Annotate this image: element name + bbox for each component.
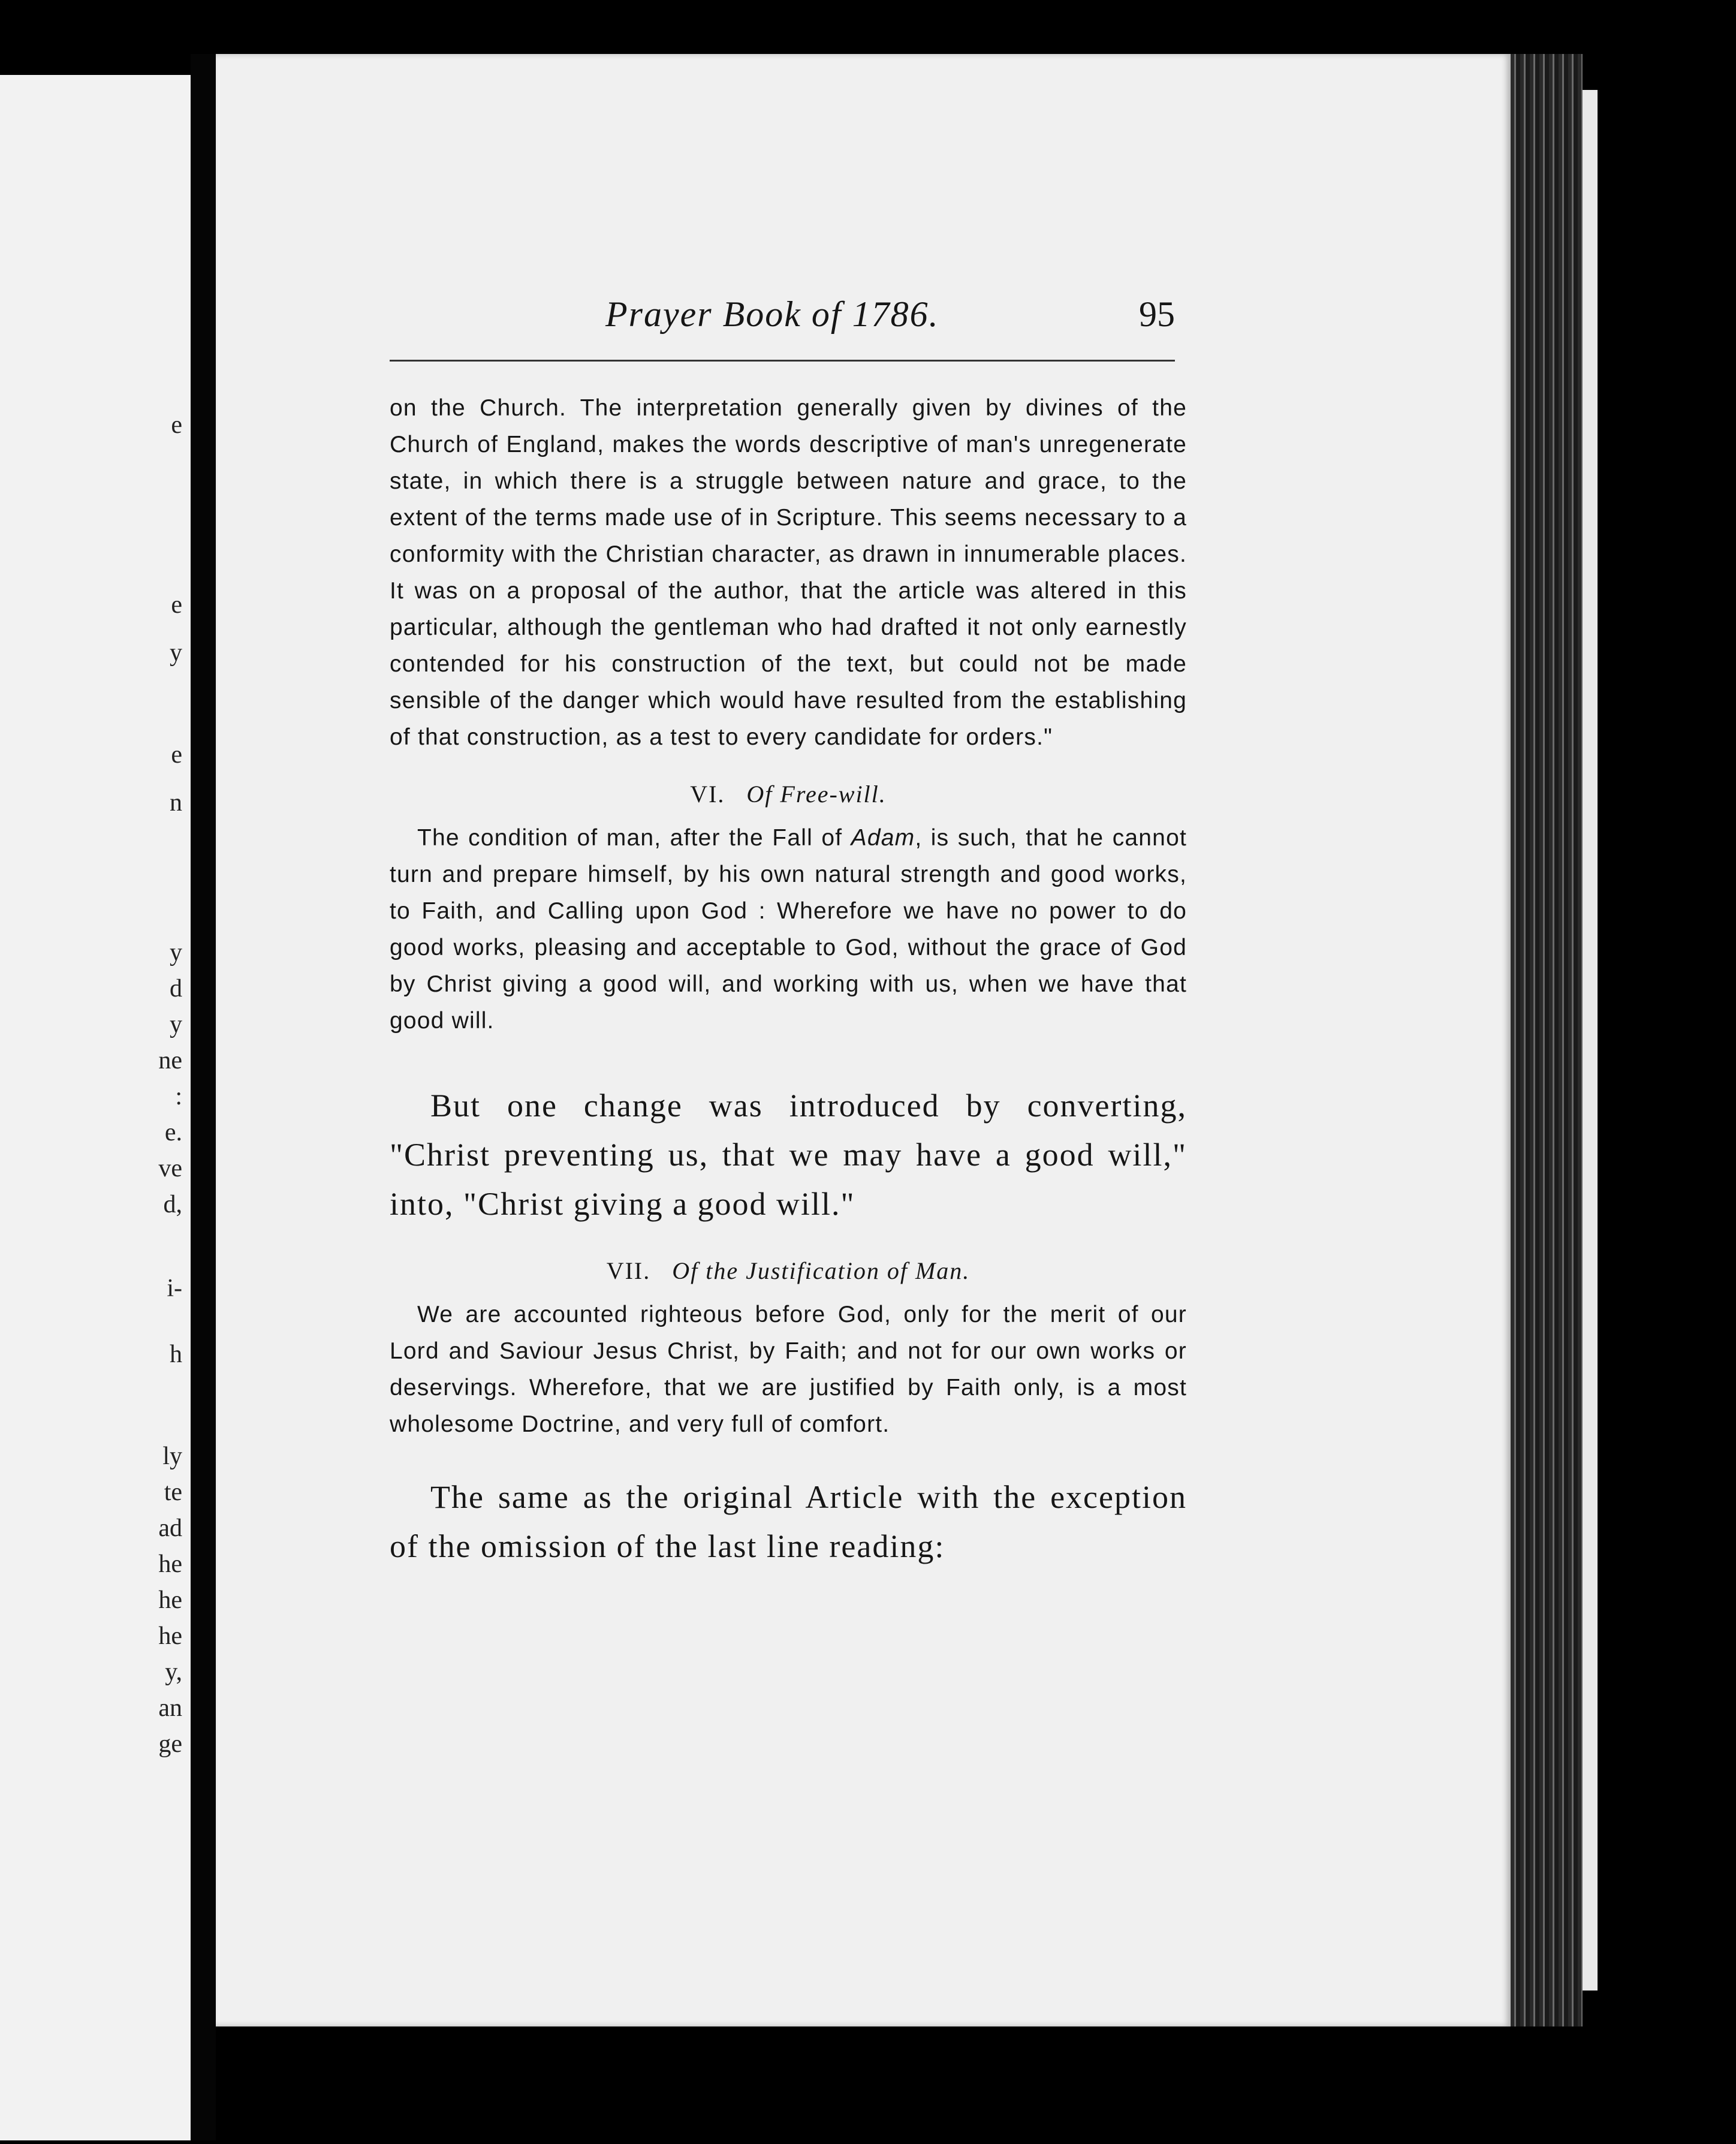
left-page-fragment: ve — [158, 1155, 182, 1182]
quote-continuation: on the Church. The interpretation generally given by divines of the Church of England, makes the words descriptive of man's unregenerate state, in which there is a struggle between nature and grace, to the extent of the terms made use of in Scripture. This seems necessary to a conformity with the Christian character, as drawn in innumerable places. It was on a proposal of the author, that the article was altered in this particular, although the gentleman who had drafted it not only earnestly contended for his construction of the text, but could not be made sensible of the danger which would have resulted from the establishing of that construction, as a test to every candidate for orders." — [390, 395, 1187, 750]
left-page-fragment: he — [158, 1550, 182, 1578]
article-vi-title: Of Free-will. — [746, 781, 887, 808]
book-gutter — [191, 54, 216, 2140]
article-vi-text-after: , is such, that he cannot turn and prepare himself, by his own natural strength and good works, to Faith, and Calling upon God : Wherefore we have no power to do good works, pleasing and acceptable to God, without the grace of God by Christ giving a good will, and working with us, when we have that good will. — [390, 825, 1187, 1034]
left-page-fragment: an — [158, 1694, 182, 1722]
left-page-fragment: ne — [158, 1047, 182, 1074]
left-page-fragment: e — [171, 741, 182, 769]
left-page-fragment: he — [158, 1586, 182, 1614]
article-vii-heading — [390, 1252, 1187, 1289]
facing-page-left — [0, 75, 193, 2140]
left-page-fragment: he — [158, 1622, 182, 1650]
left-page-fragment: h — [170, 1341, 182, 1368]
left-page-fragment: y — [170, 1011, 182, 1038]
article-vi-text-before: The condition of man, after the Fall of — [417, 825, 851, 851]
running-title: Prayer Book of 1786. — [605, 294, 939, 334]
page-content — [390, 294, 1187, 1571]
article-vi-commentary: But one change was introduced by converting, "Christ preventing us, that we may have a good will," into, "Christ giving a good will." — [390, 1088, 1187, 1222]
left-page-fragment: e — [171, 411, 182, 439]
left-page-fragment: e — [171, 591, 182, 619]
article-vi-text — [390, 820, 1187, 1039]
article-vii-text: We are accounted righteous before God, only for the merit of our Lord and Saviour Jesus Christ, by Faith; and not for our own works or deservings. Wherefore, that we are justified by Faith only, is a most wholesome Doctrine, and very full of comfort. — [390, 1302, 1187, 1437]
article-vii-commentary-block — [390, 1473, 1187, 1571]
left-page-fragment: : — [175, 1083, 182, 1110]
page-number: 95 — [1139, 294, 1175, 334]
article-vi-number: VI. — [690, 781, 725, 808]
left-page-fragment: y — [170, 939, 182, 966]
page-edges — [1511, 54, 1583, 2026]
running-header — [390, 294, 1187, 354]
left-page-fragment: d — [170, 975, 182, 1002]
left-page-fragment: e. — [164, 1119, 182, 1146]
article-vii-commentary: The same as the original Article with the exception of the omission of the last line reading: — [390, 1479, 1187, 1564]
left-page-fragment: y, — [165, 1658, 182, 1686]
page-edge-strip — [1583, 90, 1598, 1991]
body-text — [390, 390, 1187, 1039]
left-page-fragment: y — [170, 639, 182, 667]
article-vii-block — [390, 1252, 1187, 1443]
left-page-fragment: ad — [158, 1514, 182, 1542]
book-page — [216, 54, 1511, 2026]
article-vii-number: VII. — [606, 1257, 651, 1284]
article-vii-title: Of the Justification of Man. — [672, 1257, 971, 1284]
article-vi-commentary-block — [390, 1081, 1187, 1228]
left-page-fragment: ly — [162, 1443, 182, 1470]
header-rule — [390, 360, 1175, 362]
left-page-fragment: n — [170, 789, 182, 817]
left-page-fragment: te — [164, 1478, 182, 1506]
article-vi-heading — [390, 776, 1187, 812]
left-page-fragment: ge — [158, 1730, 182, 1758]
left-page-fragment: d, — [163, 1191, 182, 1218]
left-page-fragment: i- — [167, 1275, 182, 1302]
article-vi-name: Adam — [851, 825, 915, 851]
